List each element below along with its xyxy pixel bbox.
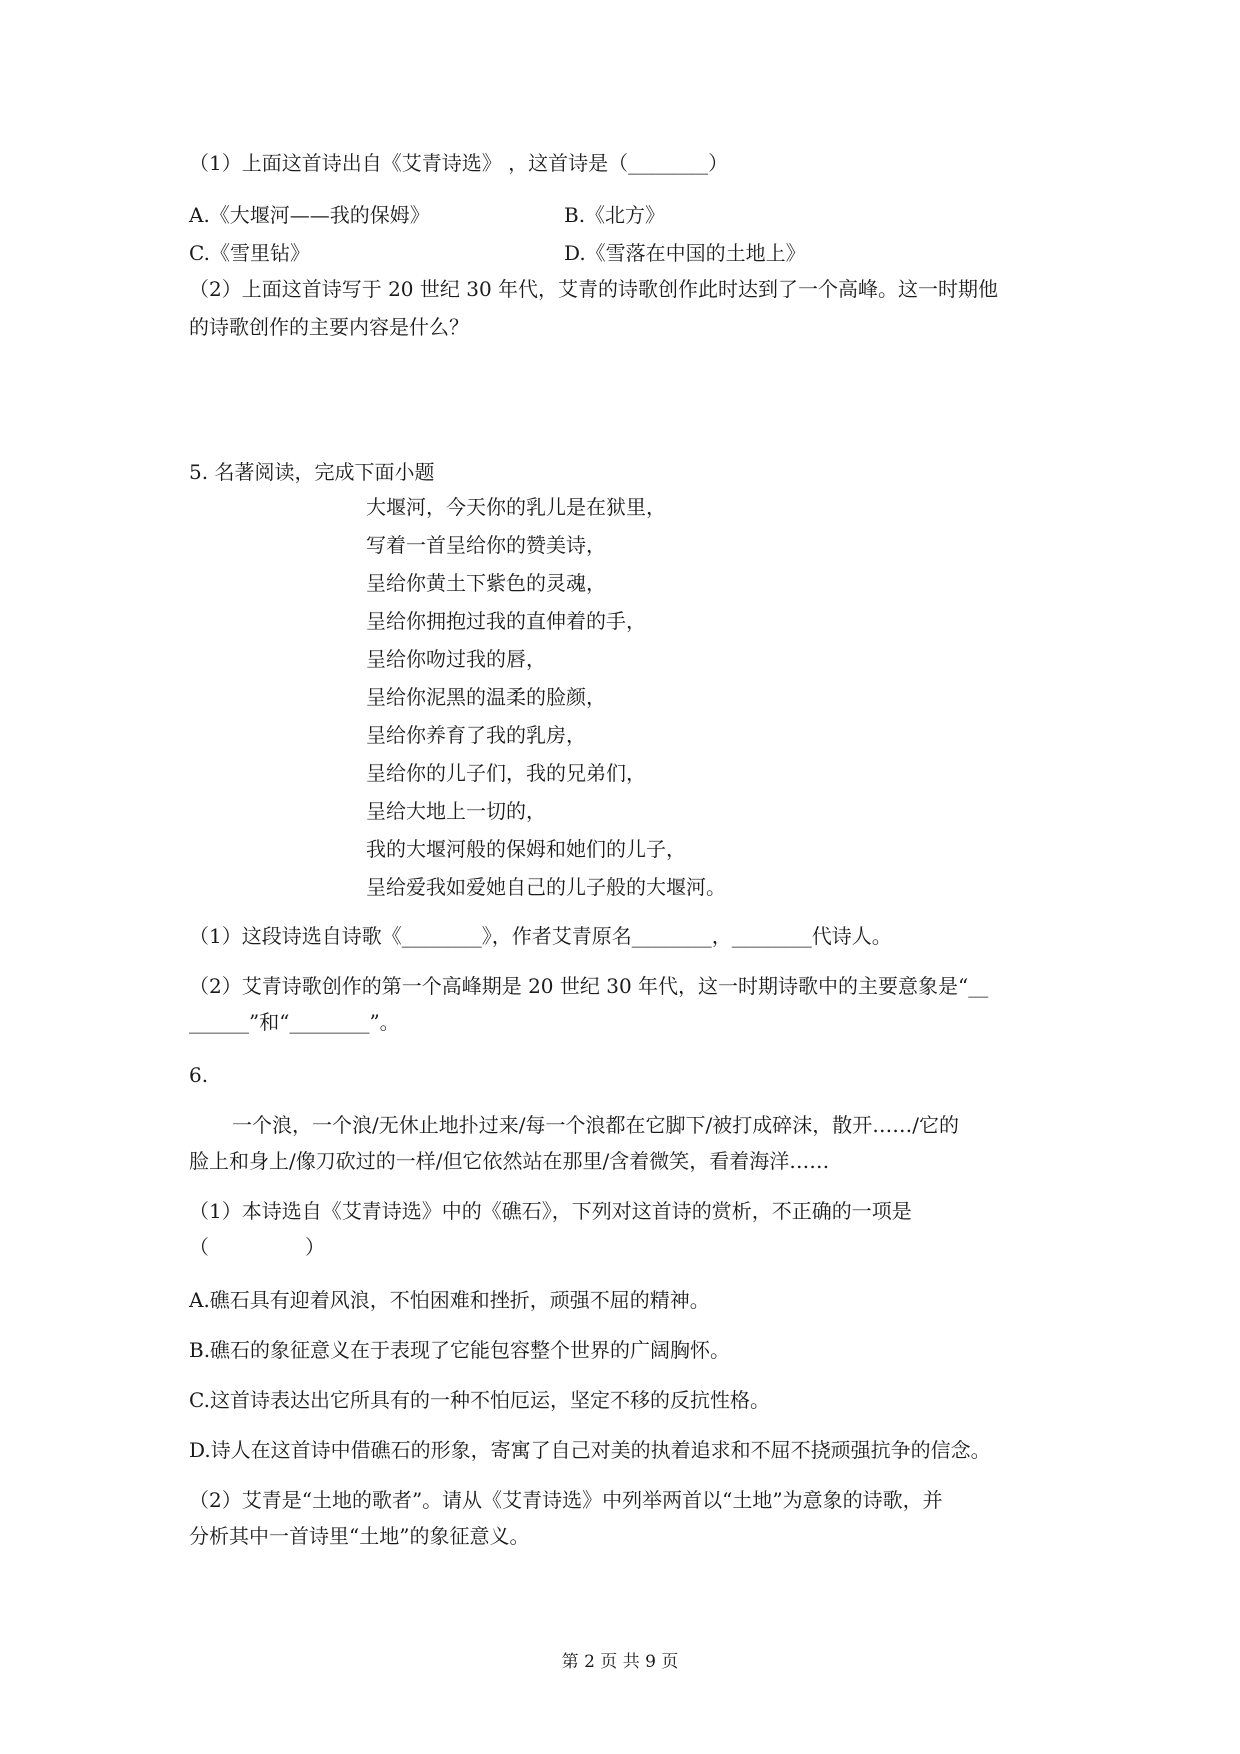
poem-line: 呈给你的儿子们，我的兄弟们， — [366, 761, 646, 785]
q4-sub2-line1: （2）上面这首诗写于 20 世纪 30 年代，艾青的诗歌创作此时达到了一个高峰。这一时期他 — [189, 277, 999, 301]
q5-sub2-line1: （2）艾青诗歌创作的第一个高峰期是 20 世纪 30 年代，这一时期诗歌中的主要意象是“__ — [189, 974, 989, 998]
q6-sub2-line2: 分析其中一首诗里“土地”的象征意义。 — [189, 1524, 530, 1548]
q6-sub1-line1: （1）本诗选自《艾青诗选》中的《礁石》，下列对这首诗的赏析，不正确的一项是 — [189, 1199, 912, 1223]
q5-heading: 5. 名著阅读，完成下面小题 — [189, 460, 435, 484]
q4-sub1: （1）上面这首诗出自《艾青诗选》 ，这首诗是（________） — [189, 151, 729, 175]
q6-sub2-line1: （2）艾青是“土地的歌者”。请从《艾青诗选》中列举两首以“土地”为意象的诗歌，并 — [189, 1488, 943, 1512]
q6-option-c: C.这首诗表达出它所具有的一种不怕厄运，坚定不移的反抗性格。 — [189, 1388, 770, 1412]
q4-option-a: A.《大堰河——我的保姆》 — [189, 203, 430, 227]
q6-sub1-answer-blank: （ ） — [189, 1235, 325, 1259]
q5-sub2-line2: ______”和“________”。 — [189, 1010, 400, 1034]
poem-line: 写着一首呈给你的赞美诗， — [366, 533, 606, 557]
q6-passage-line2: 脸上和身上/像刀砍过的一样/但它依然站在那里/含着微笑，看着海洋…… — [189, 1149, 830, 1173]
poem-line: 我的大堰河般的保姆和她们的儿子， — [366, 837, 686, 861]
poem-line: 大堰河，今天你的乳儿是在狱里， — [366, 495, 666, 519]
q4-sub2-line2: 的诗歌创作的主要内容是什么？ — [189, 315, 469, 339]
poem-line: 呈给你吻过我的唇， — [366, 647, 546, 671]
q6-heading: 6. — [189, 1063, 209, 1087]
poem-line: 呈给爱我如爱她自己的儿子般的大堰河。 — [366, 875, 726, 899]
q6-option-a: A.礁石具有迎着风浪，不怕困难和挫折，顽强不屈的精神。 — [189, 1288, 710, 1312]
poem-line: 呈给大地上一切的， — [366, 799, 546, 823]
poem-line: 呈给你泥黑的温柔的脸颜， — [366, 685, 606, 709]
q4-option-d: D.《雪落在中国的土地上》 — [564, 241, 806, 265]
q6-passage-line1: 一个浪，一个浪/无休止地扑过来/每一个浪都在它脚下/被打成碎沫，散开……/它的 — [232, 1113, 959, 1137]
q6-option-b: B.礁石的象征意义在于表现了它能包容整个世界的广阔胸怀。 — [189, 1338, 731, 1362]
q4-option-c: C.《雪里钻》 — [189, 241, 310, 265]
page-footer: 第 2 页 共 9 页 — [561, 1652, 679, 1672]
q6-option-d: D.诗人在这首诗中借礁石的形象，寄寓了自己对美的执着追求和不屈不挠顽强抗争的信念。 — [189, 1438, 991, 1462]
q4-option-b: B.《北方》 — [564, 203, 666, 227]
poem-line: 呈给你养育了我的乳房， — [366, 723, 586, 747]
q5-sub1: （1）这段诗选自诗歌《________》，作者艾青原名________，________代诗人。 — [189, 924, 892, 948]
poem-line: 呈给你黄土下紫色的灵魂， — [366, 571, 606, 595]
poem-line: 呈给你拥抱过我的直伸着的手， — [366, 609, 646, 633]
